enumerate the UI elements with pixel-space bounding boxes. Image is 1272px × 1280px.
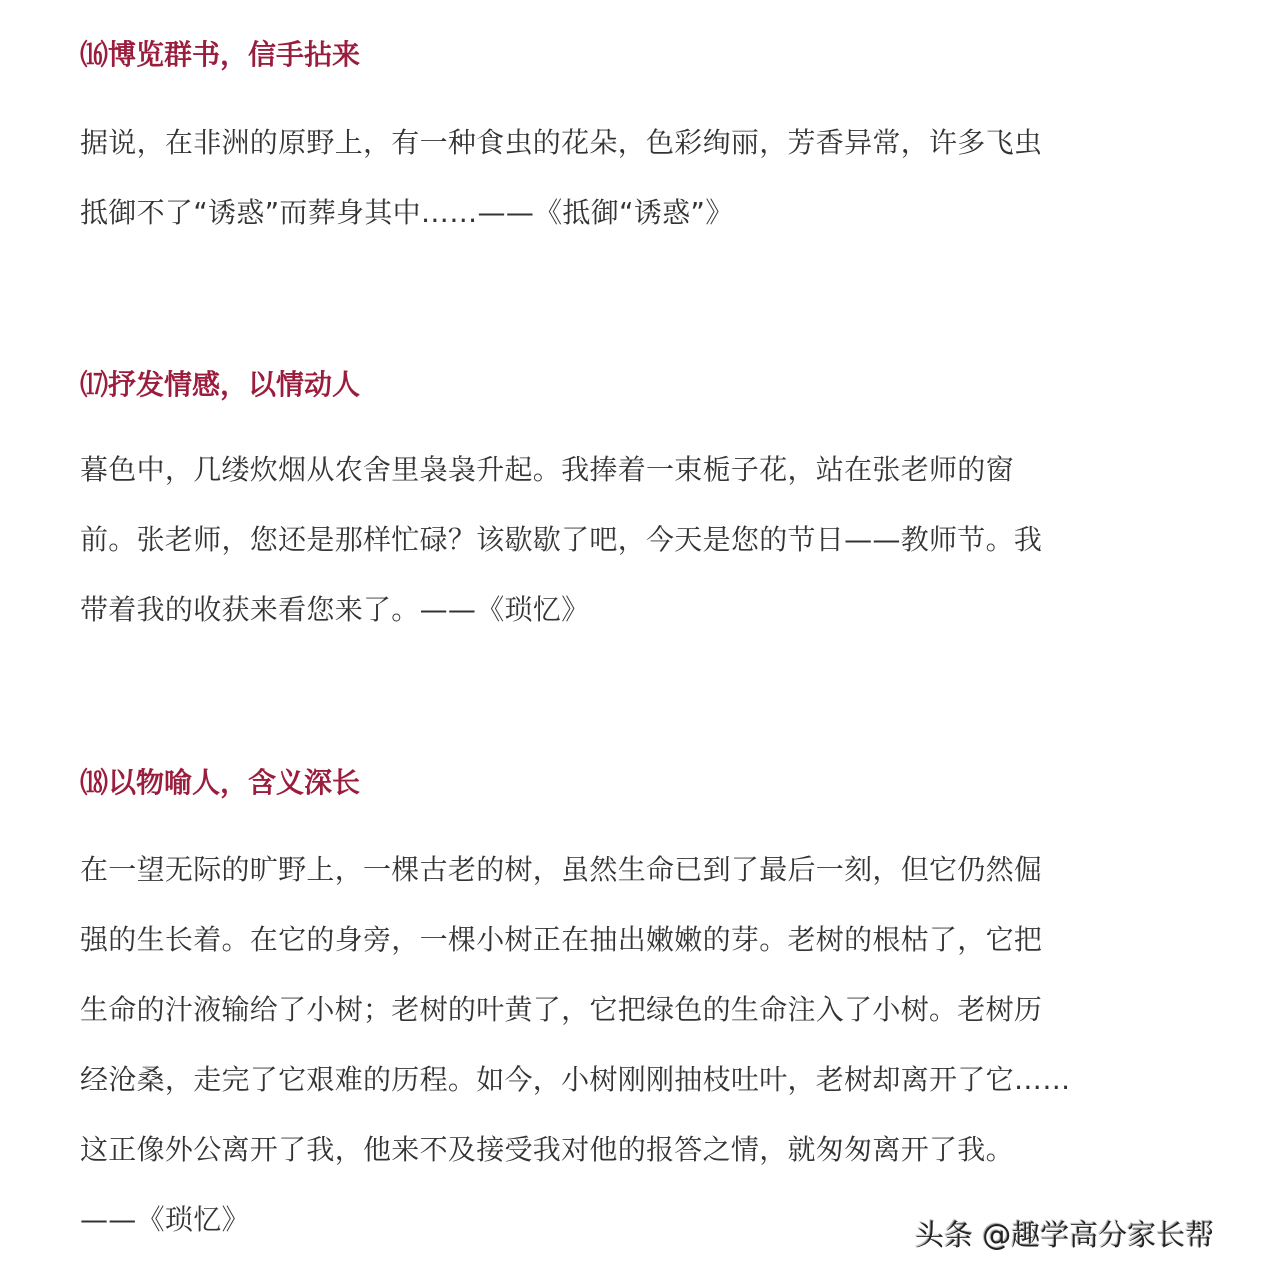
section-heading: ⒃博览群书，信手拈来 [80,38,361,71]
watermark: 头条 @趣学高分家长帮 [915,1218,1215,1252]
paragraph-line: 生命的汁液输给了小树；老树的叶黄了，它把绿色的生命注入了小树。老树历 [80,993,1043,1026]
paragraph-line: 这正像外公离开了我，他来不及接受我对他的报答之情，就匆匆离开了我。 [80,1133,1014,1166]
section-heading: ⒅以物喻人，含义深长 [80,766,361,799]
paragraph-line: 在一望无际的旷野上，一棵古老的树，虽然生命已到了最后一刻，但它仍然倔 [80,853,1043,886]
paragraph-line: 据说，在非洲的原野上，有一种食虫的花朵，色彩绚丽，芳香异常，许多飞虫 [80,126,1043,159]
section-heading: ⒄抒发情感，以情动人 [80,368,361,401]
paragraph-line: 前。张老师，您还是那样忙碌？该歇歇了吧，今天是您的节日——教师节。我 [80,523,1043,556]
paragraph-line: 抵御不了“诱惑”而葬身其中……——《抵御“诱惑”》 [80,196,734,229]
paragraph-line: 暮色中，几缕炊烟从农舍里袅袅升起。我捧着一束栀子花，站在张老师的窗 [80,453,1014,486]
paragraph-line: ——《琐忆》 [80,1203,250,1236]
paragraph-line: 经沧桑，走完了它艰难的历程。如今，小树刚刚抽枝吐叶，老树却离开了它…… [80,1063,1071,1096]
paragraph-line: 强的生长着。在它的身旁，一棵小树正在抽出嫩嫩的芽。老树的根枯了，它把 [80,923,1043,956]
paragraph-line: 带着我的收获来看您来了。——《琐忆》 [80,593,590,626]
